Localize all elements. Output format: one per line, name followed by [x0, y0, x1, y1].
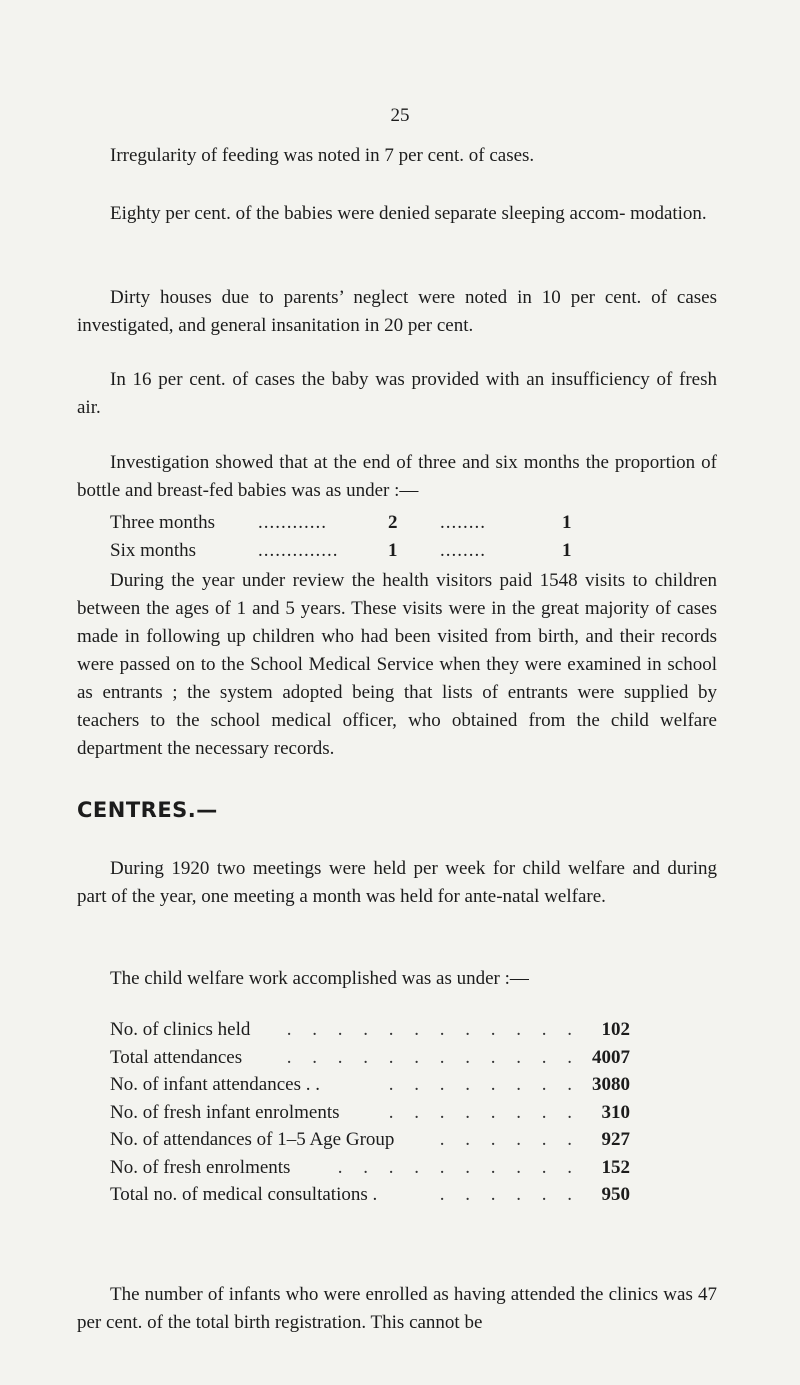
bottle-fed-value: 1 [388, 540, 398, 561]
paragraph-health-visits: During the year under review the health visitors paid 1548 visits to children between the ages of 1 and 5 years. These visits were in the great majority of cases made in following up children who had been visited from birth, and their records were passed on to the School Medical Service when they were examined in school as entrants ; the system adopted being that lists of entrants were supplied by teachers to the school medical officer, who obtained from the child welfare department the necessary records. [77, 570, 717, 759]
stat-label: Total no. of medical consultations . [110, 1184, 378, 1205]
paragraph-enrolled: The number of infants who were enrolled as having attended the clinics was 47 per cent. of the total birth registration. This cannot be [77, 1284, 717, 1333]
stat-value: 950 [601, 1184, 630, 1205]
ratio-label: Six months [110, 540, 197, 561]
breast-fed-value: 1 [562, 540, 572, 561]
paragraph-feeding: Irregularity of feeding was noted in 7 per cent. of cases. [110, 145, 535, 166]
breast-fed-value: 1 [562, 512, 572, 533]
stat-row-fresh-infant-enrolments [110, 1099, 640, 1127]
paragraph-investigation: Investigation showed that at the end of three and six months the proportion of bottle and breast-fed babies was as under :— [77, 452, 717, 501]
feeding-ratio-table [110, 509, 630, 565]
bottle-fed-value: 2 [388, 512, 398, 533]
dot-leader: .............. [258, 540, 339, 561]
dot-leader: . . . . . . . . . . [337, 1156, 580, 1178]
ratio-row-six-months [110, 537, 630, 565]
stat-row-infant-attendances [110, 1071, 640, 1099]
stat-row-fresh-enrolments [110, 1154, 640, 1182]
stat-value: 152 [601, 1156, 630, 1178]
paragraph-fresh-air: In 16 per cent. of cases the baby was provided with an insufficiency of fresh air. [77, 369, 717, 418]
stat-label: Total attendances [110, 1046, 243, 1068]
section-heading-centres: CENTRES.— [77, 798, 218, 822]
stat-label: No. of fresh infant enrolments [110, 1101, 340, 1123]
paragraph-meetings: During 1920 two meetings were held per week for child welfare and during part of the year, one meeting a month was held for ante-natal welfare. [77, 858, 717, 907]
dot-leader: . . . . . . [439, 1184, 580, 1205]
paragraph-sleeping: Eighty per cent. of the babies were denied separate sleeping accom- modation. [110, 203, 707, 224]
dot-leader: . . . . . . . . . . . . [286, 1019, 580, 1040]
stat-value: 310 [601, 1101, 630, 1123]
stat-value: 927 [601, 1129, 630, 1150]
stat-label: No. of infant attendances . . [110, 1074, 320, 1095]
stat-row-total-attendances [110, 1044, 640, 1072]
ratio-label: Three months [110, 512, 216, 533]
stat-row-medical-consultations [110, 1181, 640, 1209]
dot-leader: . . . . . . . . [388, 1101, 580, 1123]
stat-label: No. of attendances of 1–5 Age Group [110, 1129, 395, 1150]
stat-row-age-group-attendances [110, 1126, 640, 1154]
stat-value: 4007 [592, 1046, 630, 1068]
clinic-stats-table [110, 1016, 640, 1209]
paragraph-dirty-houses: Dirty houses due to parents’ neglect were noted in 10 per cent. of cases investigated, and general insanitation in 20 per cent. [77, 287, 717, 336]
stat-value: 102 [601, 1019, 630, 1040]
page-number: 25 [390, 105, 410, 126]
paragraph-work-intro: The child welfare work accomplished was as under :— [110, 968, 529, 989]
dot-leader: . . . . . . [439, 1129, 580, 1150]
stat-value: 3080 [592, 1074, 630, 1095]
stat-label: No. of clinics held [110, 1019, 251, 1040]
stat-row-clinics-held [110, 1016, 640, 1044]
dot-leader: . . . . . . . . [388, 1074, 580, 1095]
ratio-row-three-months [110, 509, 630, 537]
dot-leader: ............ [258, 512, 327, 533]
dot-leader: ........ [440, 512, 486, 533]
stat-label: No. of fresh enrolments [110, 1156, 291, 1178]
dot-leader: . . . . . . . . . . . . [286, 1046, 580, 1068]
dot-leader: ........ [440, 540, 486, 561]
